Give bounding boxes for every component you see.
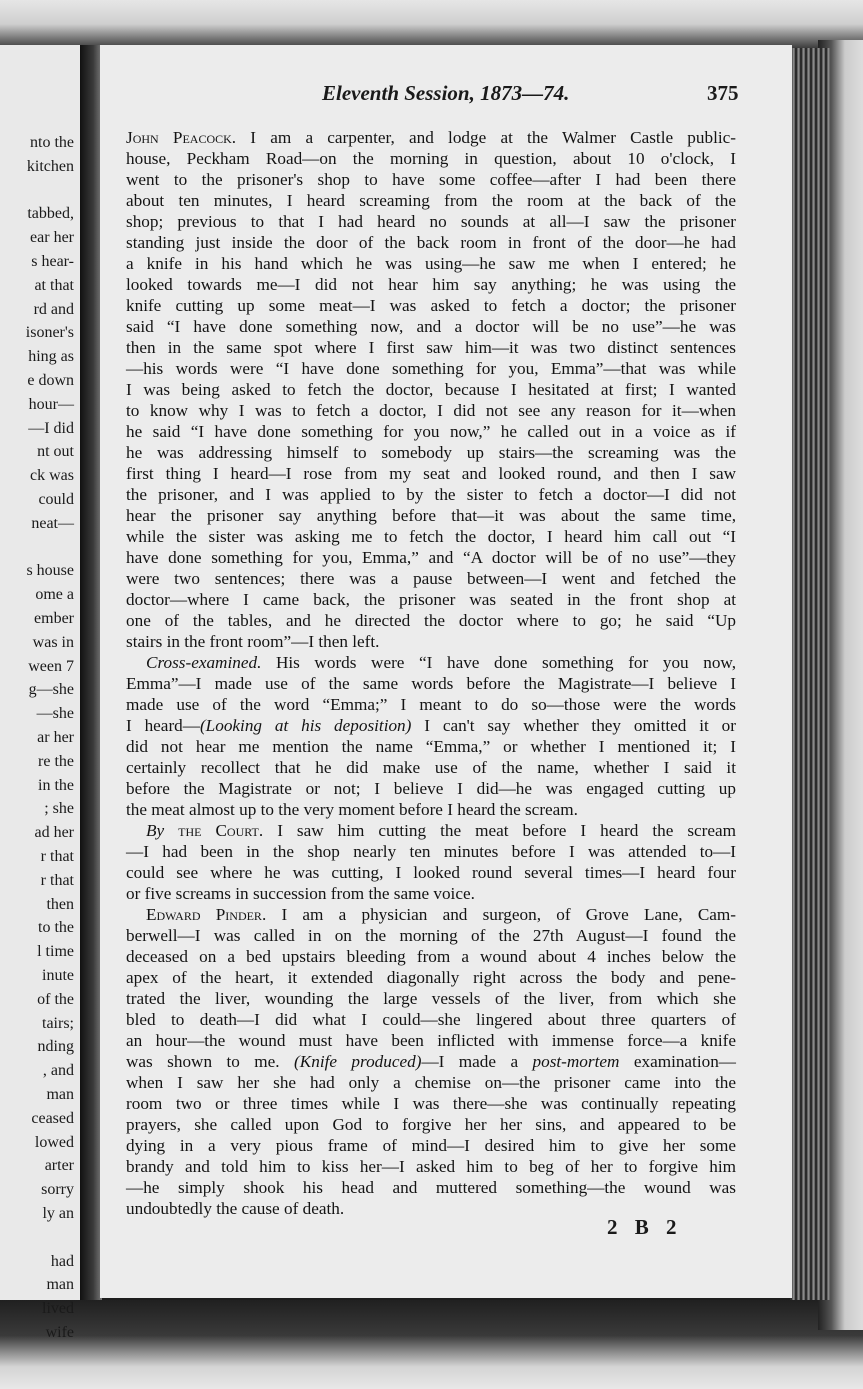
text-line	[126, 169, 736, 190]
text-line	[126, 505, 736, 526]
italic-aside: (Looking at his deposition)	[199, 716, 412, 735]
left-facing-page	[0, 45, 80, 1341]
line-text: to know why I was to fetch a doctor, I did not see any reason for it—when	[126, 401, 736, 420]
text-line	[126, 463, 736, 484]
text-line	[126, 232, 736, 253]
text-line	[126, 694, 736, 715]
text-line	[126, 1135, 736, 1156]
left-page-fragment: ad her	[34, 824, 74, 842]
text-line	[126, 589, 736, 610]
text-line	[126, 925, 736, 946]
speaker-name: John Peacock.	[126, 128, 237, 147]
text-line	[126, 274, 736, 295]
line-text: apex of the heart, it extended diagonally right across the body and pene-	[126, 968, 736, 987]
text-line	[126, 1009, 736, 1030]
left-page-fragment: hour—	[28, 395, 74, 413]
line-text: when I saw her she had only a chemise on—the prisoner came into the	[126, 1073, 736, 1092]
left-page-fragment: isoner's	[25, 324, 74, 342]
left-page-fragment: arter	[44, 1157, 74, 1175]
text-line	[126, 715, 736, 736]
left-page-fragment: ck was	[30, 467, 74, 485]
line-text: was shown to me.	[126, 1052, 295, 1071]
text-line	[126, 1030, 736, 1051]
left-page-fragment: of the	[37, 990, 74, 1008]
line-text: prayers, she called upon God to forgive her her sins, and appeared to be	[126, 1115, 736, 1134]
line-text: he said “I have done something for you now,” he called out in a voice as if	[126, 422, 736, 441]
line-text: I saw him cutting the meat before I heard the scream	[263, 821, 736, 840]
left-page-fragment: l time	[37, 943, 74, 961]
line-text: standing just inside the door of the back room in front of the door—he had	[126, 233, 736, 252]
text-line	[126, 442, 736, 463]
text-line	[126, 253, 736, 274]
left-page-fragment: had	[50, 1252, 74, 1270]
line-text: —I had been in the shop nearly ten minutes before I was attended to—I	[126, 842, 736, 861]
book-gutter	[80, 45, 102, 1300]
line-text: the meat almost up to the very moment before I heard the scream.	[126, 800, 578, 819]
text-line	[126, 1114, 736, 1135]
text-line	[126, 1156, 736, 1177]
italic-lead: By	[146, 821, 165, 840]
text-line	[126, 148, 736, 169]
line-text: shop; previous to that I had heard no sounds at all—I saw the prisoner	[126, 212, 736, 231]
left-page-fragment: e down	[27, 372, 74, 389]
line-text: before the Magistrate or not; I believe I did—he was engaged cutting up	[126, 779, 736, 798]
running-title: Eleventh Session, 1873—74.	[322, 81, 570, 105]
line-text: room two or three times while I was there—she was continually repeating	[126, 1094, 736, 1113]
text-line	[126, 778, 736, 799]
left-page-fragment: tairs;	[42, 1014, 74, 1032]
left-page-fragment: nto the	[30, 134, 74, 151]
left-page-fragment: s hear-	[31, 253, 74, 270]
left-page-fragment: ; she	[44, 800, 74, 818]
text-line	[126, 610, 736, 631]
text-line	[126, 547, 736, 568]
italic-aside: (Knife produced)	[294, 1052, 422, 1071]
left-page-fragment: inute	[42, 967, 74, 984]
text-line	[126, 820, 736, 841]
line-text: brandy and told him to kiss her—I asked him to beg of her to forgive him	[126, 1157, 736, 1176]
scan-background-bottom	[0, 1300, 863, 1389]
line-text: looked towards me—I did not hear him say anything; he was using the	[126, 275, 736, 294]
text-line	[126, 211, 736, 232]
left-page-fragment: ly an	[42, 1205, 74, 1222]
left-page-fragment: —she	[36, 705, 74, 723]
line-text: —his words were “I have done something for you, Emma”—that was while	[126, 359, 736, 378]
text-line	[126, 841, 736, 862]
line-text: one of the tables, and he directed the doctor where to go; he said “Up	[126, 611, 736, 630]
document-page	[100, 45, 792, 1298]
text-line	[126, 127, 736, 148]
text-line	[126, 904, 736, 925]
line-text: the prisoner, and I was applied to by the sister to fetch a doctor—I did not	[126, 485, 736, 504]
line-text: stairs in the front room”—I then left.	[126, 632, 380, 651]
text-line	[126, 883, 736, 904]
left-page-fragment: kitchen	[26, 157, 74, 175]
line-text: first thing I heard—I rose from my seat and looked round, and then I saw	[126, 464, 736, 483]
line-text: I am a carpenter, and lodge at the Walmer Castle public-	[236, 128, 736, 147]
left-page-fragment: then	[46, 895, 74, 913]
left-page-fragment: ear her	[30, 229, 74, 247]
text-line	[126, 526, 736, 547]
text-line	[126, 967, 736, 988]
line-text: bled to death—I did what I could—she lingered about three quarters of	[126, 1010, 736, 1029]
line-text: could see where he was cutting, I looked round several times—I heard four	[126, 863, 736, 882]
line-text: went to the prisoner's shop to have some coffee—after I had been there	[126, 170, 736, 189]
testimony-text	[126, 127, 736, 1219]
line-text: I can't say whether they omitted it or	[411, 716, 736, 735]
line-text: said “I have done something now, and a doctor will be no use”—he was	[126, 317, 736, 336]
line-text: were two sentences; there was a pause between—I went and fetched the	[126, 569, 736, 588]
left-page-fragment: ember	[34, 610, 74, 627]
line-text: trated the liver, wounding the large vessels of the liver, from which she	[126, 989, 736, 1008]
text-line	[126, 757, 736, 778]
line-text: deceased on a bed upstairs bleeding from a wound about 4 inches below the	[126, 947, 736, 966]
line-text: His words were “I have done something for you now,	[261, 653, 736, 672]
text-line	[126, 1051, 736, 1072]
line-text: —he simply shook his head and muttered something—the wound was	[126, 1178, 736, 1197]
left-page-fragment: man	[46, 1276, 74, 1294]
line-text: I heard—	[126, 716, 200, 735]
left-page-fragment: s house	[26, 562, 74, 580]
left-page-fragment: nt out	[37, 443, 74, 461]
line-text: a knife in his hand which he was using—he saw me when I entered; he	[126, 254, 736, 273]
line-text: undoubtedly the cause of death.	[126, 1199, 345, 1218]
left-page-fragment: tabbed,	[27, 205, 74, 223]
left-page-fragment: at that	[34, 276, 74, 294]
line-text: dying in a very pious frame of mind—I desired him to give her some	[126, 1136, 736, 1155]
italic-lead: Cross-examined.	[146, 653, 262, 672]
page-edges	[790, 48, 830, 1300]
running-header	[100, 81, 792, 111]
left-page-fragment: could	[38, 491, 74, 508]
left-page-fragment: ome a	[35, 586, 74, 604]
text-line	[126, 736, 736, 757]
text-line	[126, 337, 736, 358]
text-line	[126, 1072, 736, 1093]
line-text: hear the prisoner say anything before that—it was about the same time,	[126, 506, 736, 525]
text-line	[126, 295, 736, 316]
speaker-name: the Court.	[164, 821, 264, 840]
text-line	[126, 484, 736, 505]
signature-mark: 2 B 2	[607, 1215, 683, 1239]
text-line	[126, 421, 736, 442]
text-line	[126, 946, 736, 967]
left-page-fragment: ween 7	[28, 657, 74, 675]
left-page-fragment: ceased	[31, 1109, 74, 1127]
left-page-fragment: neat—	[31, 514, 74, 532]
left-page-fragment: to the	[38, 919, 74, 937]
line-text: did not hear me mention the name “Emma,” or whether I mentioned it; I	[126, 737, 736, 756]
left-page-fragment: was in	[32, 633, 74, 651]
line-text: about ten minutes, I heard screaming from the room at the back of the	[126, 191, 736, 210]
line-text: while the sister was asking me to fetch the doctor, I heard him call out “I	[126, 527, 736, 546]
text-line	[126, 631, 736, 652]
left-page-fragment: in the	[38, 776, 74, 794]
left-page-fragment: man	[46, 1086, 74, 1103]
left-page-fragment: r that	[40, 871, 74, 889]
line-text: house, Peckham Road—on the morning in question, about 10 o'clock, I	[126, 149, 736, 168]
text-line	[126, 358, 736, 379]
text-line	[126, 316, 736, 337]
text-line	[126, 1093, 736, 1114]
left-page-fragment: ar her	[37, 729, 74, 746]
text-line	[126, 1177, 736, 1198]
left-page-fragment: wife	[45, 1324, 74, 1341]
line-text: an hour—the wound must have been inflicted with immense force—a knife	[126, 1031, 736, 1050]
left-page-fragment: hing as	[28, 348, 74, 366]
text-line	[126, 379, 736, 400]
line-text: knife cutting up some meat—I was asked to fetch a doctor; the prisoner	[126, 296, 736, 315]
text-line	[126, 673, 736, 694]
text-line	[126, 568, 736, 589]
line-text: I was being asked to fetch the doctor, because I hesitated at first; I wanted	[126, 380, 736, 399]
left-page-fragment: —I did	[28, 419, 74, 437]
text-line	[126, 988, 736, 1009]
left-page-fragment: re the	[38, 752, 74, 770]
line-text: then in the same spot where I first saw him—it was two distinct sentences	[126, 338, 736, 357]
line-text: Emma”—I made use of the same words before the Magistrate—I believe I	[126, 674, 736, 693]
line-text: examination—	[619, 1052, 736, 1071]
left-page-fragment: g—she	[28, 681, 74, 699]
line-text: berwell—I was called in on the morning of the 27th August—I found the	[126, 926, 736, 945]
text-line	[126, 862, 736, 883]
left-page-fragment: , and	[42, 1062, 74, 1080]
left-page-fragment: rd and	[33, 300, 74, 318]
left-page-fragment: r that	[40, 848, 74, 865]
left-page-fragment: lived	[42, 1300, 74, 1318]
text-line	[126, 652, 736, 673]
page-number: 375	[707, 81, 739, 105]
line-text: made use of the word “Emma;” I meant to do so—those were the words	[126, 695, 736, 714]
italic-aside: post-mortem	[532, 1052, 620, 1071]
line-text: certainly recollect that he did make use of the name, whether I said it	[126, 758, 736, 777]
text-line	[126, 400, 736, 421]
line-text: he was addressing himself to somebody up stairs—the screaming was the	[126, 443, 736, 462]
line-text: doctor—where I came back, the prisoner was seated in the front shop at	[126, 590, 736, 609]
line-text: have done something for you, Emma,” and “A doctor will be of no use”—they	[126, 548, 736, 567]
line-text: I am a physician and surgeon, of Grove Lane, Cam-	[266, 905, 737, 924]
left-page-fragment: nding	[37, 1038, 74, 1056]
line-text: or five screams in succession from the same voice.	[126, 884, 475, 903]
speaker-name: Edward Pinder.	[146, 905, 267, 924]
line-text: —I made a	[421, 1052, 533, 1071]
text-line	[126, 799, 736, 820]
left-page-fragment: lowed	[34, 1133, 74, 1151]
text-line	[126, 190, 736, 211]
left-page-fragment: sorry	[41, 1181, 74, 1199]
